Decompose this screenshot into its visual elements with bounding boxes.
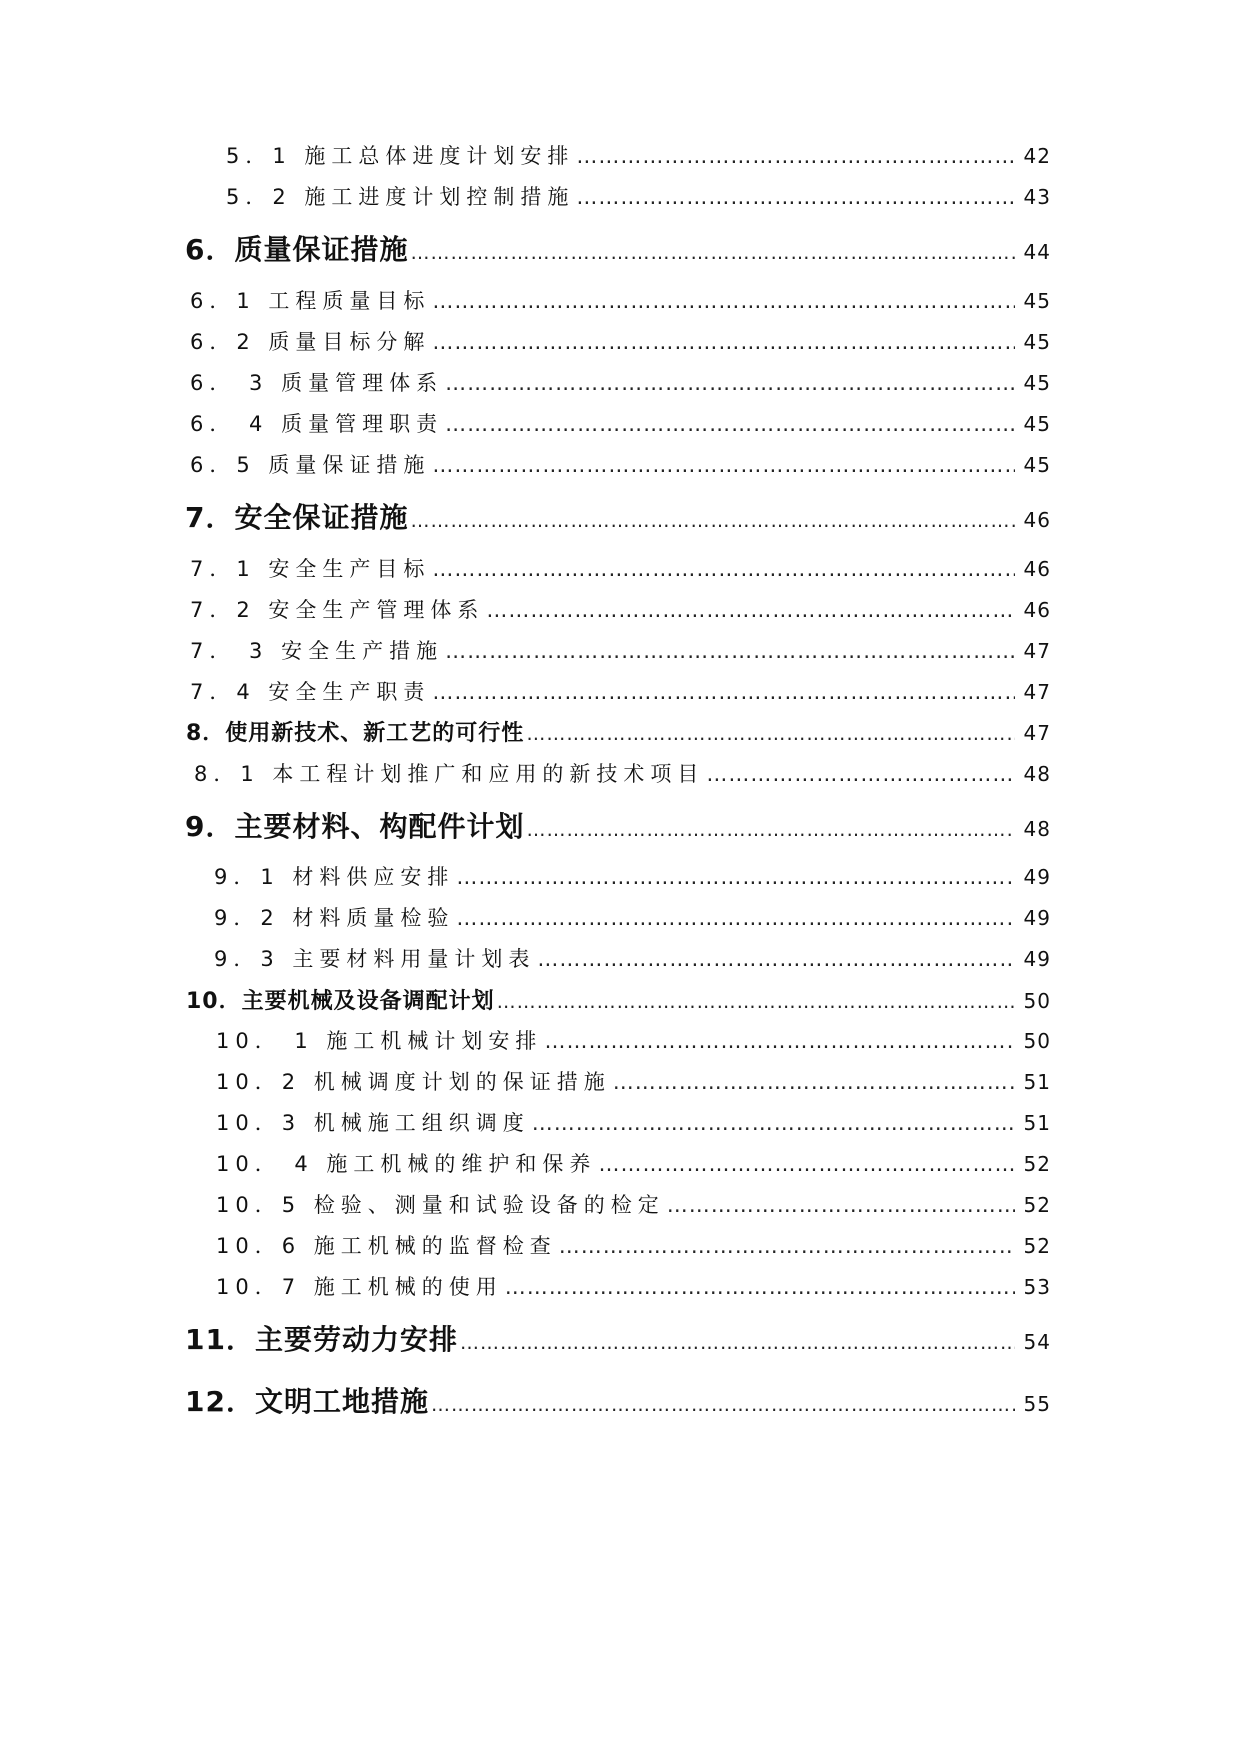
- toc-entry-title: 10． 4 施工机械的维护和保养: [216, 1152, 597, 1176]
- toc-entry-title: 6． 3 质量管理体系: [190, 371, 444, 395]
- toc-dot-leader: [526, 723, 1015, 745]
- toc-entry-title: 7．4 安全生产职责: [190, 680, 431, 704]
- toc-entry-title: 7． 3 安全生产措施: [190, 639, 444, 663]
- toc-chapter-title: 11．主要劳动力安排: [185, 1323, 458, 1356]
- toc-entry-title: 10．7 施工机械的使用: [216, 1275, 503, 1299]
- toc-dot-leader: [445, 371, 1015, 395]
- toc-entry[interactable]: [0, 1107, 1241, 1137]
- toc-chapter[interactable]: [0, 984, 1241, 1015]
- toc-dot-leader: [432, 289, 1015, 313]
- toc-dot-leader: [410, 242, 1015, 264]
- toc-page-number: 53: [1023, 1275, 1051, 1299]
- toc-page-number: 44: [1023, 240, 1051, 264]
- toc-page-number: 47: [1023, 721, 1051, 745]
- toc-dot-leader: [432, 680, 1015, 704]
- toc-page-number: 46: [1023, 508, 1051, 532]
- toc-entry[interactable]: [0, 902, 1241, 932]
- toc-chapter[interactable]: [0, 716, 1241, 747]
- toc-entry[interactable]: [0, 635, 1241, 665]
- toc-dot-leader: [445, 639, 1015, 663]
- toc-entry-title: 9．2 材料质量检验: [214, 906, 455, 930]
- toc-page-number: 45: [1023, 453, 1051, 477]
- toc-entry[interactable]: [0, 861, 1241, 891]
- toc-entry[interactable]: [0, 1230, 1241, 1260]
- toc-page-number: 42: [1023, 144, 1051, 168]
- toc-page-number: 43: [1023, 185, 1051, 209]
- toc-entry[interactable]: [0, 408, 1241, 438]
- toc-entry-title: 8．1 本工程计划推广和应用的新技术项目: [194, 762, 705, 786]
- toc-dot-leader: [460, 1332, 1015, 1354]
- toc-page-number: 51: [1023, 1111, 1051, 1135]
- toc-entry[interactable]: [0, 553, 1241, 583]
- toc-page-number: 49: [1023, 947, 1051, 971]
- toc-chapter[interactable]: [0, 1380, 1241, 1420]
- toc-entry[interactable]: [0, 1066, 1241, 1096]
- toc-page-number: 45: [1023, 371, 1051, 395]
- toc-entry-title: 10．2 机械调度计划的保证措施: [216, 1070, 611, 1094]
- toc-entry-title: 10． 1 施工机械计划安排: [216, 1029, 543, 1053]
- toc-chapter[interactable]: [0, 496, 1241, 536]
- toc-dot-leader: [432, 557, 1015, 581]
- toc-page-number: 51: [1023, 1070, 1051, 1094]
- toc-dot-leader: [445, 412, 1015, 436]
- toc-entry[interactable]: [0, 367, 1241, 397]
- toc-dot-leader: [456, 865, 1015, 889]
- toc-entry[interactable]: [0, 181, 1241, 211]
- toc-chapter-title: 6．质量保证措施: [185, 233, 409, 266]
- toc-dot-leader: [410, 510, 1015, 532]
- toc-entry-title: 7．1 安全生产目标: [190, 557, 431, 581]
- toc-entry-title: 7．2 安全生产管理体系: [190, 598, 485, 622]
- toc-page-number: 49: [1023, 906, 1051, 930]
- toc-page-number: 48: [1023, 817, 1051, 841]
- toc-entry[interactable]: [0, 1025, 1241, 1055]
- toc-entry-title: 5．1 施工总体进度计划安排: [226, 144, 575, 168]
- toc-dot-leader: [559, 1234, 1015, 1258]
- toc-page-number: 52: [1023, 1234, 1051, 1258]
- toc-entry[interactable]: [0, 326, 1241, 356]
- toc-page-number: 48: [1023, 762, 1051, 786]
- toc-dot-leader: [544, 1029, 1015, 1053]
- toc-entry-title: 6．1 工程质量目标: [190, 289, 431, 313]
- toc-entry-title: 6．5 质量保证措施: [190, 453, 431, 477]
- toc-page-number: 54: [1023, 1330, 1051, 1354]
- toc-entry[interactable]: [0, 594, 1241, 624]
- toc-page-number: 50: [1023, 1029, 1051, 1053]
- toc-dot-leader: [598, 1152, 1015, 1176]
- toc-dot-leader: [526, 819, 1015, 841]
- toc-page-number: 45: [1023, 412, 1051, 436]
- toc-page-number: 46: [1023, 598, 1051, 622]
- toc-entry[interactable]: [0, 140, 1241, 170]
- toc-page-number: 45: [1023, 289, 1051, 313]
- toc-page-number: 52: [1023, 1193, 1051, 1217]
- toc-entry-title: 10．6 施工机械的监督检查: [216, 1234, 557, 1258]
- toc-entry[interactable]: [0, 449, 1241, 479]
- toc-dot-leader: [497, 991, 1015, 1013]
- toc-entry-title: 6． 4 质量管理职责: [190, 412, 444, 436]
- toc-page-number: 55: [1023, 1392, 1051, 1416]
- toc-chapter-title: 8．使用新技术、新工艺的可行性: [186, 721, 525, 746]
- toc-chapter[interactable]: [0, 805, 1241, 845]
- toc-page-number: 45: [1023, 330, 1051, 354]
- toc-dot-leader: [431, 1394, 1015, 1416]
- toc-dot-leader: [456, 906, 1015, 930]
- toc-page-number: 52: [1023, 1152, 1051, 1176]
- toc-dot-leader: [432, 330, 1015, 354]
- toc-entry-title: 6．2 质量目标分解: [190, 330, 431, 354]
- toc-entry[interactable]: [0, 676, 1241, 706]
- toc-page-number: 47: [1023, 680, 1051, 704]
- toc-entry-title: 10．5 检验、测量和试验设备的检定: [216, 1193, 665, 1217]
- toc-dot-leader: [613, 1070, 1015, 1094]
- toc-page-number: 47: [1023, 639, 1051, 663]
- toc-dot-leader: [486, 598, 1015, 622]
- toc-dot-leader: [505, 1275, 1015, 1299]
- toc-dot-leader: [537, 947, 1015, 971]
- toc-dot-leader: [576, 144, 1015, 168]
- toc-entry-title: 9．3 主要材料用量计划表: [214, 947, 536, 971]
- toc-dot-leader: [576, 185, 1015, 209]
- toc-dot-leader: [706, 762, 1015, 786]
- toc-entry[interactable]: [0, 285, 1241, 315]
- toc-entry-title: 10．3 机械施工组织调度: [216, 1111, 530, 1135]
- toc-entry[interactable]: [0, 943, 1241, 973]
- toc-page-number: 46: [1023, 557, 1051, 581]
- toc-dot-leader: [667, 1193, 1015, 1217]
- toc-page-number: 49: [1023, 865, 1051, 889]
- toc-chapter-title: 7．安全保证措施: [185, 501, 409, 534]
- toc-entry[interactable]: [0, 1148, 1241, 1178]
- toc-chapter-title: 9．主要材料、构配件计划: [185, 810, 525, 843]
- toc-chapter[interactable]: [0, 1318, 1241, 1358]
- toc-entry-title: 9．1 材料供应安排: [214, 865, 455, 889]
- toc-dot-leader: [432, 453, 1015, 477]
- toc-dot-leader: [532, 1111, 1015, 1135]
- toc-entry[interactable]: [0, 758, 1241, 788]
- toc-entry-title: 5．2 施工进度计划控制措施: [226, 185, 575, 209]
- toc-entry[interactable]: [0, 1271, 1241, 1301]
- toc-entry[interactable]: [0, 1189, 1241, 1219]
- toc-chapter-title: 12．文明工地措施: [185, 1385, 429, 1418]
- toc-page-number: 50: [1023, 989, 1051, 1013]
- toc-chapter[interactable]: [0, 228, 1241, 268]
- toc-chapter-title: 10．主要机械及设备调配计划: [186, 989, 495, 1014]
